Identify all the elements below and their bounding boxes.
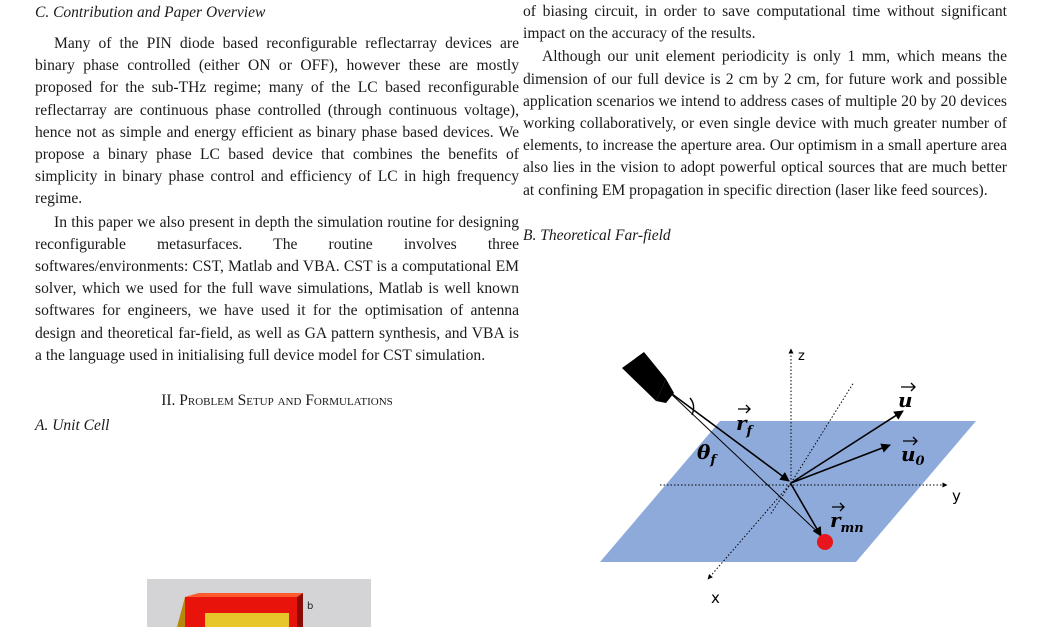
y-axis-label: y <box>952 487 961 505</box>
simulation-paragraph: In this paper we also present in depth the simulation routine for designing reconfigurable metasurfaces. The routine involves three softwares/environments: CST, Matlab and VBA. CST is a computational EM solver, which we used for the full wave simulations, Matlab is well known softwares for engineers, we have used it for the optimisation of antenna design and theoretical far-field, as well as GA pattern synthesis, and VBA is a the language used in initialising full device model for CST simulation. <box>35 213 519 364</box>
label-theta-f: $\theta_f$ <box>697 440 716 468</box>
label-u0: $u_0$ <box>901 442 925 469</box>
label-rmn: $r_{mn}$ <box>830 508 864 536</box>
right-column <box>523 0 1007 247</box>
contribution-paragraph: Many of the PIN diode based reconfigurable reflectarray devices are binary phase controlled (either ON or OFF), however these are mostly proposed for the sub-THz regime; many of the LC based reconfigurable reflectarray are continuous phase controlled (through continuous voltage), hence not as simple and energy efficient as binary phase based devices. We propose a binary phase LC based device that combines the benefits of simplicity in binary phase control and efficiency of LC in high frequency regime. <box>35 35 519 208</box>
section-a-heading: A. Unit Cell <box>35 417 110 435</box>
feed-horn-icon <box>622 352 674 403</box>
section-c-heading: C. Contribution and Paper Overview <box>35 4 266 21</box>
label-rf: $r_f$ <box>736 411 753 439</box>
label-u: u <box>898 388 913 412</box>
aperture-paragraph: Although our unit element periodicity is only 1 mm, which means the dimension of our full device is 2 cm by 2 cm, for future work and possible application scenarios we intend to address cases of multiple 20 by 20 devices working collaboratively, or even single device with much greater number of elements, to increase the aperture area. Our optimism in a small aperture area also lies in the vision to adopt powerful optical sources that are much better at confining EM propagation in specific direction (laser like feed sources). <box>523 48 1007 199</box>
far-field-figure <box>590 335 1010 615</box>
section-ii-title: Problem Setup and Formulations <box>179 392 393 410</box>
section-ii-number: II. <box>161 392 180 410</box>
svg-text:b: b <box>307 601 314 612</box>
section-b-heading: B. Theoretical Far-field <box>523 226 671 244</box>
left-column <box>35 0 519 437</box>
x-axis-label: x <box>711 589 720 607</box>
ground-plane <box>600 421 976 562</box>
biasing-continuation-paragraph: of biasing circuit, in order to save computational time without significant impact on the accuracy of the results. <box>523 3 1007 43</box>
z-axis-label: z <box>798 349 805 364</box>
unit-cell-figure <box>147 579 371 627</box>
far-field-diagram <box>590 335 1010 615</box>
unit-cell-render <box>147 579 371 627</box>
element-dot <box>817 534 833 550</box>
section-ii-heading <box>35 390 519 412</box>
